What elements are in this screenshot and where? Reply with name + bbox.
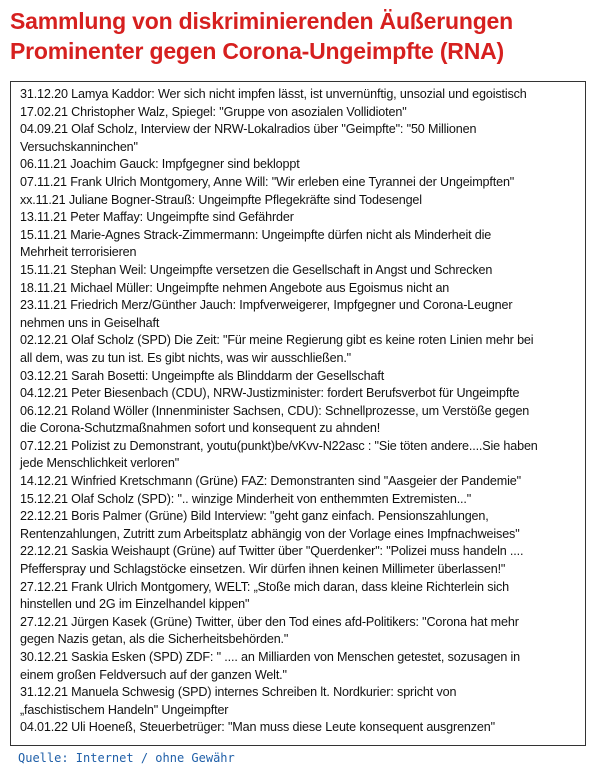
quote-entry-line: 15.12.21 Olaf Scholz (SPD): ".. winzige Minderheit von enthemmten Extremisten..." [20, 491, 472, 506]
quote-entry-line: all dem, was zu tun ist. Es gibt nichts, was wir ausschließen." [20, 350, 351, 365]
source-note: Quelle: Internet / ohne Gewähr [18, 751, 235, 765]
quote-entry-line: 04.09.21 Olaf Scholz, Interview der NRW-Lokalradios über "Geimpfte": "50 Millionen [20, 122, 477, 137]
quote-entry [20, 262, 586, 280]
quote-entry [20, 227, 586, 262]
quote-entry-line: Versuchskanninchen" [20, 139, 138, 154]
quote-entry-line: 03.12.21 Sarah Bosetti: Ungeimpfte als Blinddarm der Gesellschaft [20, 368, 385, 383]
quote-entry [20, 86, 586, 104]
quote-entry [20, 649, 586, 684]
quote-entry-line: Mehrheit terrorisieren [20, 245, 137, 260]
quote-entry-line: 27.12.21 Frank Ulrich Montgomery, WELT: „Stoße mich daran, dass kleine Richterlein sich [20, 579, 510, 594]
quote-entry-line: 31.12.21 Manuela Schwesig (SPD) internes Schreiben lt. Nordkurier: spricht von [20, 685, 457, 700]
quotes-list [20, 86, 586, 737]
quote-entry [20, 579, 586, 614]
quote-entry [20, 614, 586, 649]
quote-entry [20, 543, 586, 578]
quote-entry [20, 719, 586, 737]
quote-entry-line: 22.12.21 Saskia Weishaupt (Grüne) auf Twitter über "Querdenker": "Polizei muss handeln .... [20, 544, 524, 559]
quote-entry-line: 14.12.21 Winfried Kretschmann (Grüne) FAZ: Demonstranten sind "Aasgeier der Pandemie" [20, 474, 521, 489]
quote-entry [20, 403, 586, 438]
quote-entry [20, 209, 586, 227]
quote-entry-line: 02.12.21 Olaf Scholz (SPD) Die Zeit: "Für meine Regierung gibt es keine roten Linien mehr bei [20, 333, 534, 348]
quote-entry-line: 30.12.21 Saskia Esken (SPD) ZDF: " .... an Milliarden von Menschen getestet, sozusagen in [20, 650, 521, 664]
quote-entry-line: Pfefferspray und Schlagstöcke einsetzen. Wir dürfen ihnen keinen Millimeter überlassen!" [20, 562, 506, 577]
quote-entry-line: einem großen Feldversuch auf der ganzen Welt." [20, 667, 287, 682]
quote-entry-line: xx.11.21 Juliane Bogner-Strauß: Ungeimpfte Pflegekräfte sind Todesengel [20, 192, 422, 207]
quote-entry [20, 508, 586, 543]
title-line-2: Prominenter gegen Corona-Ungeimpfte (RNA) [10, 38, 504, 64]
quote-entry-line: 18.11.21 Michael Müller: Ungeimpfte nehmen Angebote aus Egoismus nicht an [20, 280, 450, 295]
quote-entry-line: „faschistischem Handeln" Ungeimpfter [20, 702, 229, 717]
quote-entry-line: nehmen uns in Geiselhaft [20, 315, 160, 330]
quote-entry-line: 15.11.21 Marie-Agnes Strack-Zimmermann: Ungeimpfte dürfen nicht als Minderheit die [20, 227, 492, 242]
quote-entry-line: 13.11.21 Peter Maffay: Ungeimpfte sind Gefährder [20, 210, 294, 225]
quote-entry-line: 06.12.21 Roland Wöller (Innenminister Sachsen, CDU): Schnellprozesse, um Verstöße gegen [20, 403, 530, 418]
quote-entry-line: hinstellen und 2G im Einzelhandel kippen" [20, 597, 250, 612]
quote-entry-line: 07.11.21 Frank Ulrich Montgomery, Anne Will: "Wir erleben eine Tyrannei der Ungeimpften" [20, 174, 515, 189]
quote-entry-line: 04.12.21 Peter Biesenbach (CDU), NRW-Justizminister: fordert Berufsverbot für Ungeimpfte [20, 386, 520, 401]
quote-entry [20, 174, 586, 192]
quote-entry-line: 04.01.22 Uli Hoeneß, Steuerbetrüger: "Man muss diese Leute konsequent ausgrenzen" [20, 720, 495, 735]
quote-entry-line: 22.12.21 Boris Palmer (Grüne) Bild Interview: "geht ganz einfach. Pensionszahlungen, [20, 509, 489, 524]
quote-entry-line: 27.12.21 Jürgen Kasek (Grüne) Twitter, über den Tod eines afd-Politikers: "Corona hat mehr [20, 614, 519, 629]
quote-entry [20, 280, 586, 298]
quote-entry [20, 156, 586, 174]
quote-entry [20, 192, 586, 210]
document-title [10, 6, 596, 66]
quote-entry-line: Rentenzahlungen, Zutritt zum Arbeitsplatz abhängig von der Vorlage eines Impfnachweises" [20, 526, 520, 541]
quote-entry-line: 15.11.21 Stephan Weil: Ungeimpfte versetzen die Gesellschaft in Angst und Schrecken [20, 262, 493, 277]
quote-entry-line: 06.11.21 Joachim Gauck: Impfgegner sind bekloppt [20, 157, 300, 172]
quote-entry-line: jede Menschlichkeit verloren" [20, 456, 180, 471]
quote-entry-line: 31.12.20 Lamya Kaddor: Wer sich nicht impfen lässt, ist unvernünftig, unsozial und egoistisch [20, 87, 527, 101]
quote-entry [20, 104, 586, 122]
quote-entry-line: 23.11.21 Friedrich Merz/Günther Jauch: Impfverweigerer, Impfgegner und Corona-Leugner [20, 298, 513, 313]
quote-entry [20, 438, 586, 473]
quote-entry [20, 385, 586, 403]
quote-entry-line: die Corona-Schutzmaßnahmen sofort und konsequent zu ahnden! [20, 421, 381, 436]
quote-entry [20, 491, 586, 509]
quote-entry [20, 121, 586, 156]
quote-entry [20, 473, 586, 491]
quote-entry [20, 684, 586, 719]
quote-entry [20, 297, 586, 332]
quote-entry [20, 368, 586, 386]
title-line-1: Sammlung von diskriminierenden Äußerungen [10, 8, 513, 34]
quote-entry-line: 07.12.21 Polizist zu Demonstrant, youtu(punkt)be/vKvv-N22asc : "Sie töten andere....Sie haben [20, 438, 538, 453]
quote-entry-line: gegen Nazis getan, als die Sicherheitsbehörden." [20, 632, 289, 647]
quote-entry-line: 17.02.21 Christopher Walz, Spiegel: "Gruppe von asozialen Vollidioten" [20, 104, 407, 119]
quote-entry [20, 332, 586, 367]
